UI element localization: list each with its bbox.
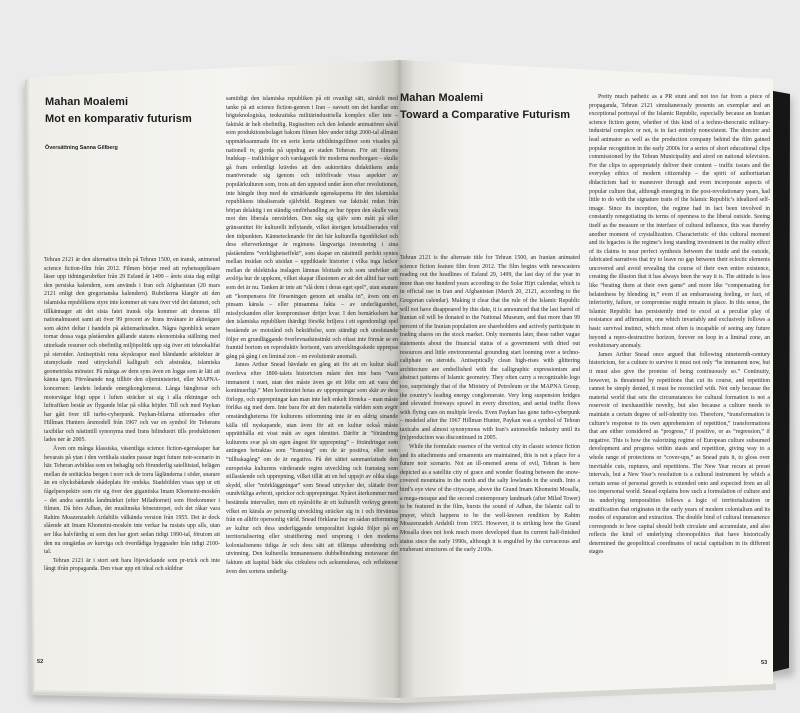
left-page-number: 52 [37, 659, 44, 665]
left-title: Mot en komparativ futurism [45, 113, 192, 125]
paragraph: Tehran 2121 är i stort sett bara löjeväckande som pr-trick och inte långt ifrån propaganda. Den visar upp ett ideal och skildrar [44, 557, 220, 573]
paragraph: Tehran 2121 is the alternate title for Tehran 1500, an Iranian animated science fiction feature film from 2012. The film begins with newscasters reading out the headlines of Esfand 29, 1499, the last day of the year in more than one hundred years according to the Solar Hijri calendar, which is in official use in Iran and Afghanistan (March 20, 2121, according to the Gregorian calendar). Making it clear that the rule of the Islamic Republic will not have disappeared by this date, it is announced that the last barrel of Iranian oil will be donated to the National Museum, and that more than 99 percent of the Iranian population are shareholders and actively participate in trading shares on the stock market. Only moments later, these rather vague statements about the financial status of a government with dried out resources and little environmental grounding start looming over a techno-caliphate on steroids. Antiseptically clean high-rises with glittering architecture are embellished with the calligraphic expressionism and abstract patterns of Islamic geometry. They often carry a recognizable logo too, surprisingly that of the Ministry of Petroleum or the MAPNA Group, the country’s leading energy conglomerate. Very long suspension bridges and elevated freeways sprawl in every direction, and aerial traffic flows with flying cars on multiple levels. Even Paykan has gone turbo-cyberpunk – modeled after the 1967 Hillman Hunter, Paykan was a symbol of Tehran taxicabs and almost synonymous with Iran’s automobile industry until its (re)production was discontinued in 2005. [400, 255, 580, 442]
right-column-2 [589, 93, 770, 649]
paragraph: James Arthur Snead once argued that following nineteenth-century historicism, for a culture to survive it must not only “be immanent now, but it must also give the promise of being continuously so.” Continuity, however, is threatened by repetitions that cut its course, and repetition cannot be simply denied, it must be reconciled with. Not only because the material world that sets the circumstances for cultural formation is not a reservoir of inexhaustible novelty, but also because a culture needs to maintain a certain degree of self-identity too. Therefore, “transformation is culture’s response to its own apprehension of repetition,” transformations that are either considered as “progress,” if positive, or as “regression,” if negative. This is how the valorizing regime of European culture subsumed development and progress within stasis and repetition, giving way to a whole range of protections or “cover-ups,” as Snead puts it, to gloss over inevitable cuts, ruptures, and repetitions. The New Year recurs at preset intervals, but a New Year’s resolution is a cultural instrument by which a certain sense of personal growth is extended onto and expected from an all too impersonal world. Snead explains how such a formulation of culture and its underlying temporalities follows a logic of territorialization or stratification that originates in the early years of modern colonialism and its modes of expansion and extraction. The double bind of cultural immanence corresponds to how capital should both circulate and accumulate, and also reflects the kind of underlying chronopolitics that have historically determined the geopolitical coordinates of racial capitalism in its different stages [589, 351, 770, 556]
paragraph: While the formulaic essence of the vertical city in classic science fiction and its attachments and ornaments are maintained, this is not a place for a future noir scenario. Not an ill-omened arena of evil, Tehran is here depicted as a satellite city of grace and wonder floating between the snow-covered mountains in the north and the salty lowlands in the south. Into a bird’s eye view of the cityscape, above the Grand Imam Khomeini Mosalla, a mega-mosque and the second contemporary landmark (after Milad Tower) to be featured in the film, bursts the sound of Adhan, the Islamic call to prayer, which happens to be the well-known rendition by Rahim Moazenzadeh Ardabili from 1955. However, it is striking how the Grand Mosalla does not look much more developed than its current half-finished status since the early 1990s, although it is engulfed by the curvaceous and exuberant structures of the early 2100s. [400, 444, 580, 554]
paragraph: Även om många klassiska, väsentliga science fiction-egenskaper har bevarats på ytan i den vertikala staden passar inget future noir-scenario in här. Teheran avbildas som en behaglig och förunderlig satellitstad, belägen mellan de snötäckta bergen i norr och de torra lågländerna i söder, snarare än en olycksbådande skådeplats för ondska. Stadsbilden visas upp ur ett fågelperspektiv som rör sig över den gigantiska Imam Khomeini-moskén – det andra samtida landmärket (efter Miladtornet) som förekommer i filmen. Då hörs Adhan, det muslimska böneutropet, och det råkar vara Rahim Moazenzadeh Ardabilis välkända version från 1955. Det är dock slående att Imam Khomeini-moskén inte verkar ha rustats upp alls, utan ser lika halvfärdig ut som den har gjort sedan tidigt 1990-tal, förutom att den nu omgärdas av kurviga och överdådiga byggnader från tidigt 2100-tal. [44, 446, 220, 556]
right-column-1 [400, 254, 580, 648]
translator-credit: Översättning Sanna Gillberg [45, 145, 118, 151]
right-page-number: 53 [761, 660, 768, 666]
paragraph: James Arthur Snead hävdade en gång att för att en kultur skall överleva efter 1800-talets historicism måste den inte bara ”vara immanent i nuet, utan den måste även ge ett löfte om att vara det kontinuerligt.” Men kontinuitet hotas av upprepningar som skär av dess förlopp, och upprepningar kan man inte helt enkelt förneka – man måste förlika sig med dem. Inte bara för att den materiella världen som avgör omständigheterna för kulturens utformning inte är en aldrig sinande källa till nyskapande, utan även för att en kultur också måste upprätthålla ett visst mått av egen identitet. Därför är ”förändring kulturens svar på sin egen ångest för upprepning” – förändringar som antingen betraktas som ”framsteg” om de är positiva, eller som ”tillbakagång” om de är negativa. På det sättet sammanfattade den europeiska kulturens värderande regim utveckling och framsteg som stillastående och upprepning, vilket tillät att en hel uppsjö av olika slags skydd, eller ”mörkläggningar” som Snead uttrycker det, slätade över oundvikliga avbrott, sprickor och upprepningar. Nyåret återkommer med bestämda intervaller, men ett nyårslöfte är ett kulturellt verktyg genom vilket en känsla av personlig utveckling sträcker sig in i och förväntas från en alltför opersonlig värld. Snead förklarar hur en sådan utformning av kultur och dess underliggande temporalitet logiskt följer på en territorialisering eller stratifiering med ursprung i den moderna kolonialismens tidiga år och dess sätt att tillämpa utbredning och utvinning. Den kulturella immanensens dubbelbindning motsvarar det faktum att kapital både ska cirkulera och ackumuleras, och reflekterar även den sortens underlig- [226, 362, 398, 575]
left-column-2 [226, 95, 398, 658]
left-author: Mahan Moalemi [45, 96, 129, 108]
paragraph: Pretty much pathetic as a PR stunt and not too far from a piece of propaganda, Tehran 2121 simultaneously presents an exemplar and an exceptional portrayal of the Islamic Republic, especially because an Iranian science fiction genre, whether of this kind of a techno-theocratic military-industrial complex or not, is in fact entirely nonexistent. The director and lead animator as well as the production company behind the film gained popular recognition in the early 2000s for a series of short educational clips commissioned by the Tehran Municipality and aired on national television. For the clips to appropriately deliver their content – traffic issues and the everyday ethics of modern citizenship – the spirit of authoritarian didacticism had to maneuver through and even incorporate aspects of popular culture that, although emerging in the post-revolutionary years, had little to do with the signature traits of the Islamic Republic’s idealized self-image. Since its inception, the regime had in fact been involved in constantly renegotiating its terms of openness to the liberal outside. Seeing itself as the measure or the interface of cultural influence, this was thereby another moment of crystallization. Characteristic of this cultural moment and its legacies is the regime’s long standing investment in the reality effect of its claims to near perfect synthesis between the inside and the outside, fabricated narratives that try to leave no gap between their eclectic elements uncovered and avoid revealing the course of their own entire existence, creating the illusion that it has always been the way it is. The attitude is less like “beating them at their own game” and more like “compensating for belatedness by blending in,” even if an embarrassing feeling, or fact, of inferiority, failure, or compromise might remain in place. In this sense, the Islamic Republic has persistently tried to excel at a peculiar play of resistance and affirmation, one which invariably and exclusively follows a basic survival instinct, which most often is incapable of seeing any future beyond a repro-destructive horizon, forever on loop in a liminal zone, an evolutionary anomaly. [589, 94, 770, 350]
left-column-1 [44, 256, 220, 658]
paragraph: samtidigt den islamiska republiken på ett ovanligt sätt, särskilt med tanke på att science fiction-genren i Iran – oavsett om det handlar om högteknologiska, teokratiska militärindustriella komplex eller inte – faktiskt är helt obefintlig. Regissören och den ledande animatören såväl som produktionsbolaget bakom filmen blev under tidigt 2000-tal allmänt uppmärksammade för en serie korta utbildningsfilmer som visades på nationell tv, gjorda på uppdrag av staden Teheran. För att filmens budskap – trafikfrågor och vardagsetik för moderna medborgare – skulle gå fram ordentligt krävdes att den auktoritära didaktikens anda manövrerade sig igenom och införlivade vissa aspekter av populärkulturen som, trots att den uppstod under åren efter revolutionen, inte hängde ihop med de utmärkande egenskaperna för den islamiska republikens idealiserade självbild. Regimen var faktiskt redan från början delaktig i en ständig omförhandling av hur öppen den skulle vara mot den liberala omvärlden. Den såg sig själv som mått på eller gränssnittet för kulturellt inflytande, vilket återigen kristalliserades vid den tidpunkten. Kännetecknande för det här kulturella ögonblicket och dess efterverkningar är regimens långvariga investering i sina påståendens ”verklighetseffekt”, som skapar en nästintill perfekt syntes mellan insidan och utsidan – uppdiktade historier i vilka inga luckor mellan de eklektiska inslagen lämnas blottade och som undviker att avslöja hur de uppkom, vilket skapar illusionen av att det alltid har varit som det är nu. Tanken är inte att ”slå dem i deras eget spel”, utan snarare att ”kompensera för förseningen genom att smälta in”, även om en pinsam känsla – eller pinsamma fakta – av underlägsenhet, misslyckanden eller kompromisser dröjer kvar. I den bemärkelsen har den islamiska republiken ihärdigt försökt briljera i ett egendomligt spel bestående av motstånd och bekräftelse, som ständigt och uteslutande följer en grundläggande överlevnadsinstinkt och oftast inte förmår se en framtid bortom en reproduktiv horisont, vars utvecklingsskede upprepas gång på gång i en liminal zon – en evolutionär anomali. [226, 96, 398, 360]
right-title: Toward a Comparative Futurism [400, 109, 571, 121]
paragraph: Tehran 2121 är den alternativa titeln på Tehran 1500, en iransk, animerad science fiction-film från 2012. Filmen börjar med att nyhetsuppläsare läser upp tidningsrubriker från 29 Esfand år 1499 – årets sista dag enligt den persiska kalendern, som används i Iran och Afghanistan (20 mars 2121 enligt den gregorianska kalendern). Rubrikerna klargör att den islamiska republikens styre inte kommer att vara över vid det datumet, och tillkännager att det sista fatet iransk olja kommer att doneras till nationalmuseet samt att över 99 procent av Irans invånare är aktieägare som aktivt deltar i handeln på aktiemarknaden. Några ögonblick senare tornar dessa vaga påståenden gällande statens ekonomiska ställning med uttorkade resurser och obefintlig miljöpolitik upp sig över ett teknokalifat på steroider. Antiseptiskt rena skyskrapor med bländande arkitektur är utsmyckade med uttrycksfull kalligrafi och abstrakta, islamiska geometriska mönster. På många av dem syns även en logga som är lätt att känna igen. Förvånande nog tillhör den oljeministeriet, eller MAPNA-koncernen: landets ledande energikonglomerat. Långa hängbroar och motorvägar högt uppe i luften sträcker ut sig i alla riktningar och luftrafiken består av flygande bilar på olika höjder. Till och med Paykan har gått över till turbo-cyberpunk. Paykan-bilarna utformades efter Hillman Hunters årsmodell från 1967 och var en symbol för Teherans taxibilar och nästintill synonyma med Irans bilindustri tills produktionen lades ner år 2005. [44, 257, 220, 444]
right-author: Mahan Moalemi [400, 92, 484, 104]
